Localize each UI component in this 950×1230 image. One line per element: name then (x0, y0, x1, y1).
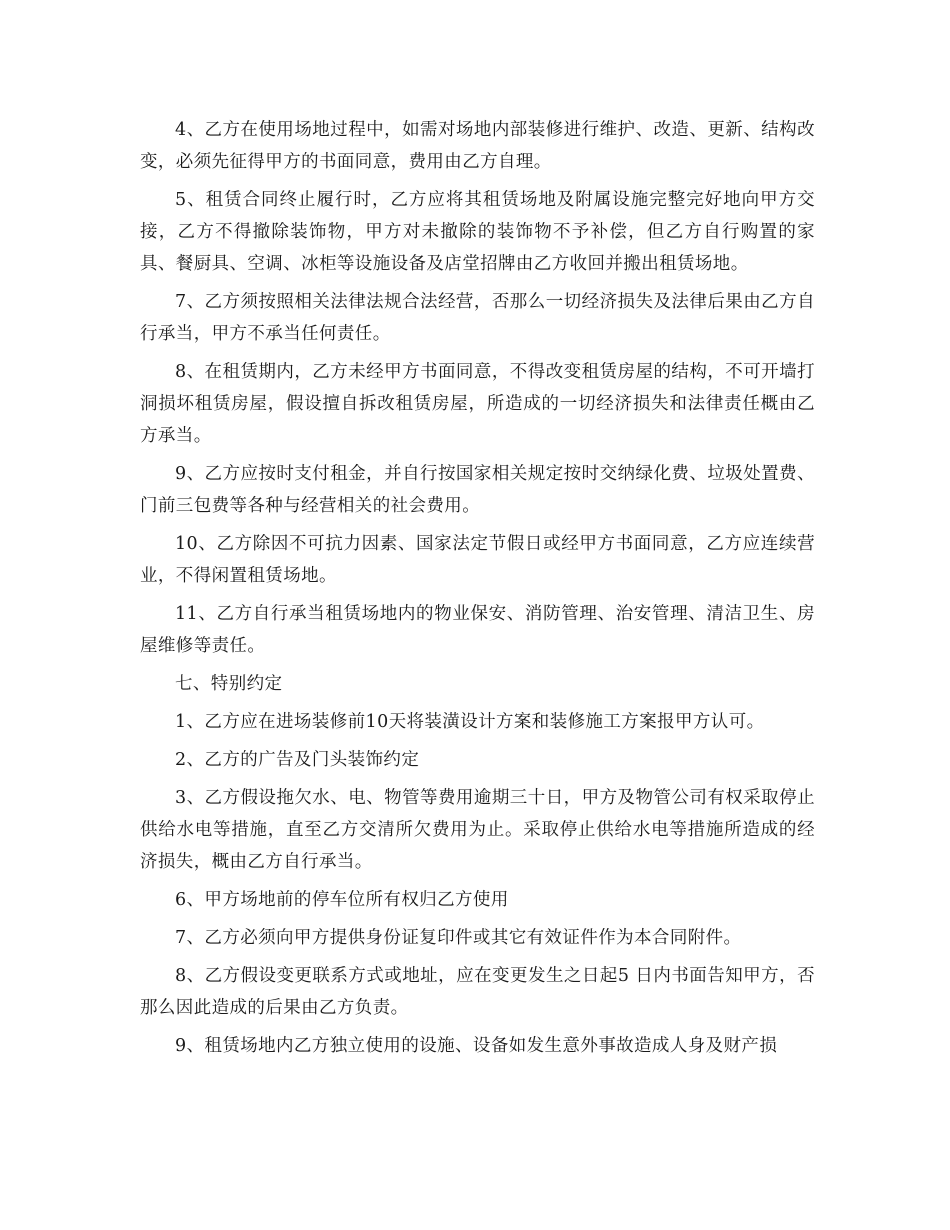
clause-7-paragraph: 7、乙方须按照相关法律法规合法经营，否那么一切经济损失及法律后果由乙方自行承当，甲方不承当任何责任。 (140, 292, 815, 344)
special-clause-3-paragraph: 3、乙方假设拖欠水、电、物管等费用逾期三十日，甲方及物管公司有权采取停止供给水电等措施，直至乙方交清所欠费用为止。采取停止供给水电等措施所造成的经济损失，概由乙方自行承当。 (140, 788, 815, 872)
special-clause-9-paragraph: 9、租赁场地内乙方独立使用的设施、设备如发生意外事故造成人身及财产损 (175, 1036, 778, 1056)
document-page (140, 114, 815, 1068)
clause-5-paragraph: 5、租赁合同终止履行时，乙方应将其租赁场地及附属设施完整完好地向甲方交接，乙方不得撤除装饰物，甲方对未撤除的装饰物不予补偿，但乙方自行购置的家具、餐厨具、空调、冰柜等设施设备及店堂招牌由乙方收回并搬出租赁场地。 (140, 190, 815, 274)
clause-10-paragraph: 10、乙方除因不可抗力因素、国家法定节假日或经甲方书面同意，乙方应连续营业，不得闲置租赁场地。 (140, 534, 815, 586)
special-clause-7-paragraph: 7、乙方必须向甲方提供身份证复印件或其它有效证件作为本合同附件。 (175, 928, 742, 948)
special-clause-8-paragraph: 8、乙方假设变更联系方式或地址，应在变更发生之日起5 日内书面告知甲方，否那么因此造成的后果由乙方负责。 (140, 966, 815, 1018)
clause-9-paragraph: 9、乙方应按时支付租金，并自行按国家相关规定按时交纳绿化费、垃圾处置费、门前三包费等各种与经营相关的社会费用。 (140, 464, 815, 516)
clause-4-paragraph: 4、乙方在使用场地过程中，如需对场地内部装修进行维护、改造、更新、结构改变，必须先征得甲方的书面同意，费用由乙方自理。 (140, 120, 815, 172)
clause-8-paragraph: 8、在租赁期内，乙方未经甲方书面同意，不得改变租赁房屋的结构，不可开墙打洞损坏租赁房屋，假设擅自拆改租赁房屋，所造成的一切经济损失和法律责任概由乙方承当。 (140, 362, 815, 446)
special-clause-1-paragraph: 1、乙方应在进场装修前10天将装潢设计方案和装修施工方案报甲方认可。 (175, 712, 765, 732)
special-clause-6-paragraph: 6、甲方场地前的停车位所有权归乙方使用 (175, 890, 509, 910)
special-clause-2-paragraph: 2、乙方的广告及门头装饰约定 (175, 750, 420, 770)
clause-11-paragraph: 11、乙方自行承当租赁场地内的物业保安、消防管理、治安管理、清洁卫生、房屋维修等责任。 (140, 604, 815, 656)
section-heading-special-terms: 七、特别约定 (175, 674, 283, 694)
